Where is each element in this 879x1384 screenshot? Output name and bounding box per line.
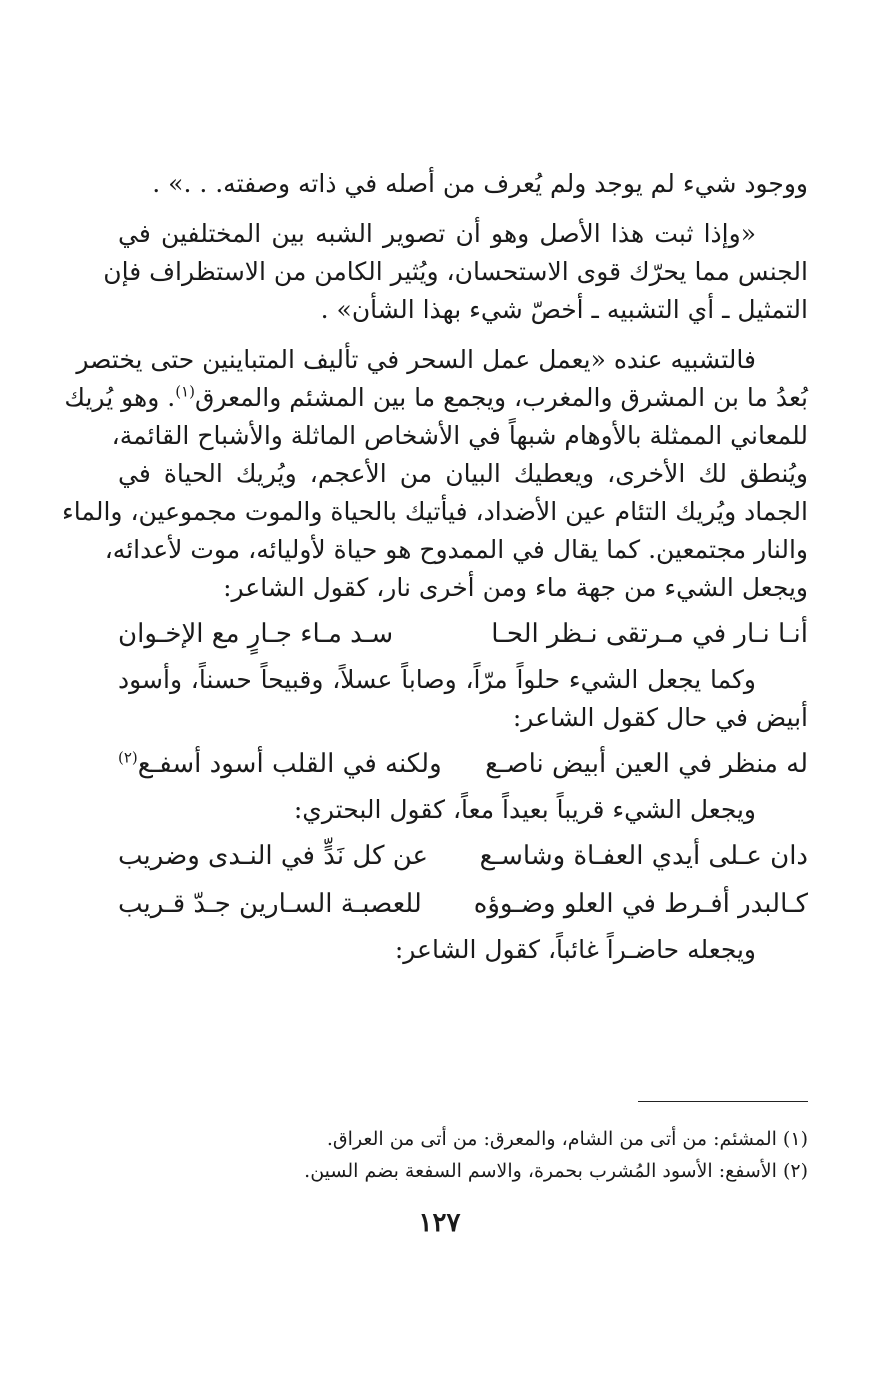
verse-second-hemistich [118, 743, 442, 785]
main-text [62, 165, 808, 969]
verse-first-hemistich: له منظر في العين أبيض ناصـع [485, 749, 808, 779]
verse-first-hemistich: كـالبدر أفـرط في العلو وضـوؤه [473, 889, 808, 919]
paragraph-line: الجنس مما يحرّك قوى الاستحسان، ويُثير الكامن من الاستظراف فإن [103, 257, 808, 286]
line-text: . وهو يُريك [64, 383, 176, 412]
paragraph-line: فالتشبيه عنده «يعمل عمل السحر في تأليف المتباينين حتى يختصر [76, 345, 756, 374]
paragraph-line: وكما يجعل الشيء حلواً مرّاً، وصاباً عسلاً، وقبيحاً حسناً، وأسود [118, 665, 756, 694]
paragraph-line: ووجود شيء لم يوجد ولم يُعرف من أصله في ذاته وصفته. . .» . [152, 169, 808, 198]
verse-text: ولكنه في القلب أسود أسفـع [137, 749, 442, 779]
paragraph-line: ويجعله حاضـراً غائباً، كقول الشاعر: [394, 935, 756, 964]
page-number: ١٢٧ [418, 1208, 461, 1238]
line-text: بُعدُ ما بن المشرق والمغرب، ويجمع ما بين المشئم والمعرق [194, 383, 808, 412]
footnote: (١) المشئم: من أتى من الشام، والمعرق: من أتى من العراق. [326, 1128, 808, 1150]
verse-first-hemistich: دان عـلى أيدي العفـاة وشاسـع [479, 841, 808, 871]
verse-first-hemistich: أنـا نـار في مـرتقى نـظر الحـا [491, 619, 808, 649]
poem-verse [118, 743, 808, 785]
paragraph-line [64, 379, 808, 417]
footnote-marker: (١) [175, 382, 195, 401]
paragraph-line: «وإذا ثبت هذا الأصل وهو أن تصوير الشبه بين المختلفين في [118, 219, 756, 248]
footnote: (٢) الأسفع: الأسود المُشرب بحمرة، والاسم السفعة بضم السين. [304, 1160, 808, 1182]
poem-verse [118, 835, 808, 877]
verse-second-hemistich: عن كل نَدٍّ في النـدى وضريب [118, 841, 429, 871]
paragraph-line: للمعاني الممثلة بالأوهام شبهاً في الأشخاص الماثلة والأشباح القائمة، [111, 421, 808, 450]
footnote-marker: (٢) [118, 748, 138, 767]
verse-second-hemistich: سـد مـاء جـارٍ مع الإخـوان [118, 619, 394, 649]
footnote-divider [638, 1101, 808, 1102]
poem-verse [118, 883, 808, 925]
verse-second-hemistich: للعصبـة السـارين جـدّ قـريب [118, 889, 422, 919]
poem-verse [118, 613, 808, 655]
paragraph-line: أبيض في حال كقول الشاعر: [512, 703, 808, 732]
footnotes [118, 1123, 808, 1187]
paragraph-line: ويُنطق لك الأخرى، ويعطيك البيان من الأعجم، ويُريك الحياة في [118, 459, 808, 488]
paragraph-line: التمثيل ـ أي التشبيه ـ أخصّ شيء بهذا الشأن» . [320, 295, 808, 324]
paragraph-line: والنار مجتمعين. كما يقال في الممدوح هو حياة لأوليائه، موت لأعدائه، [104, 535, 808, 564]
paragraph-line: الجماد ويُريك التئام عين الأضداد، فيأتيك بالحياة والموت مجموعين، والماء [62, 497, 808, 526]
paragraph-line: ويجعل الشيء قريباً بعيداً معاً، كقول البحتري: [293, 795, 756, 824]
paragraph-line: ويجعل الشيء من جهة ماء ومن أخرى نار، كقول الشاعر: [223, 573, 808, 602]
